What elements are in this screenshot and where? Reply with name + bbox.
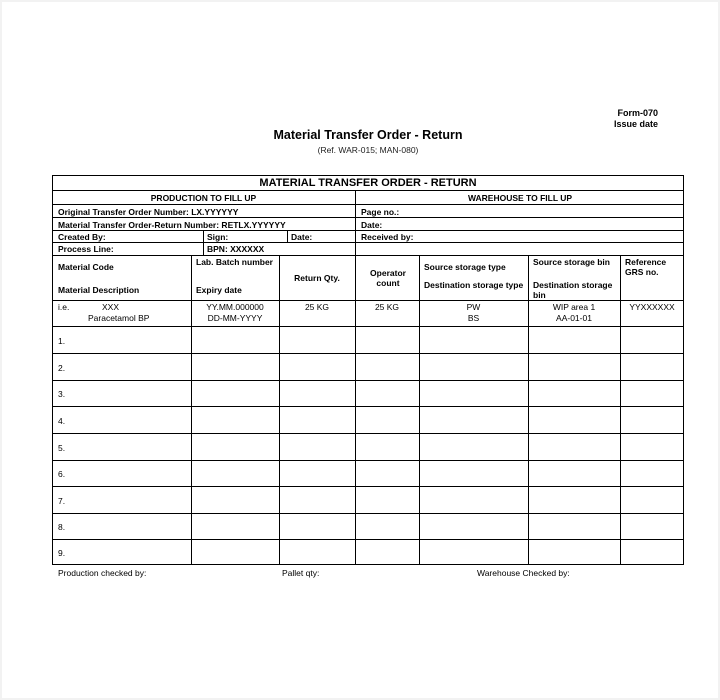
col-destination-storage-type: Destination storage type [424, 280, 524, 290]
col-source-storage-type: Source storage type [424, 262, 506, 272]
example-ie: i.e. [58, 302, 70, 312]
table-title: MATERIAL TRANSFER ORDER - RETURN [259, 177, 477, 189]
warehouse-checked-label: Warehouse Checked by: [477, 568, 570, 578]
production-header: PRODUCTION TO FILL UP [150, 193, 257, 203]
row-number: 7. [58, 496, 66, 506]
sign-field: Sign: [207, 232, 229, 242]
document-title: Material Transfer Order - Return [273, 128, 463, 142]
example-expiry: DD-MM-YYYY [207, 313, 263, 323]
row-number: 3. [58, 389, 66, 399]
example-destination-type: BS [467, 313, 480, 323]
example-reference: YYXXXXXX [629, 302, 675, 312]
row-number: 4. [58, 416, 66, 426]
col-lab-batch: Lab. Batch number [196, 257, 273, 267]
warehouse-header: WAREHOUSE TO FILL UP [467, 193, 573, 203]
row-number: 9. [58, 548, 66, 558]
received-by-field: Received by: [361, 232, 414, 242]
return-order-field: Material Transfer Order-Return Number: RETLX.YYYYYY [58, 220, 286, 230]
col-reference-grs: Reference GRS no. [625, 257, 667, 277]
col-material-description: Material Description [58, 285, 140, 295]
row-number: 5. [58, 443, 66, 453]
row-number: 1. [58, 336, 66, 346]
warehouse-date-field: Date: [361, 220, 383, 230]
example-code: XXX [102, 302, 120, 312]
document-reference: (Ref. WAR-015; MAN-080) [317, 145, 419, 155]
form-number-block [614, 108, 658, 130]
original-order-field: Original Transfer Order Number: LX.YYYYYY [58, 207, 239, 217]
process-line-field: Process Line: [58, 244, 114, 254]
page-no-field: Page no.: [361, 207, 400, 217]
row-number: 2. [58, 363, 66, 373]
col-expiry-date: Expiry date [196, 285, 242, 295]
col-destination-storage-bin: Destination storage bin [533, 280, 613, 300]
example-source-type: PW [466, 302, 481, 312]
example-batch: YY.MM.000000 [206, 302, 264, 312]
example-return-qty: 25 KG [304, 302, 330, 312]
issue-date-label: Issue date [614, 119, 659, 129]
bpn-field: BPN: XXXXXX [207, 244, 265, 254]
example-operator-count: 25 KG [374, 302, 400, 312]
pallet-qty-label: Pallet qty: [282, 568, 320, 578]
col-operator-count: Operator count [370, 268, 406, 288]
col-source-storage-bin: Source storage bin [533, 257, 610, 267]
col-material-code: Material Code [58, 262, 114, 272]
col-return-qty: Return Qty. [294, 273, 340, 283]
date-field: Date: [291, 232, 313, 242]
form-number: Form-070 [617, 108, 659, 118]
example-source-bin: WIP area 1 [552, 302, 596, 312]
example-destination-bin: AA-01-01 [556, 313, 592, 323]
row-number: 6. [58, 469, 66, 479]
created-by-field: Created By: [58, 232, 106, 242]
example-description: Paracetamol BP [88, 313, 150, 323]
production-checked-label: Production checked by: [58, 568, 147, 578]
row-number: 8. [58, 522, 66, 532]
